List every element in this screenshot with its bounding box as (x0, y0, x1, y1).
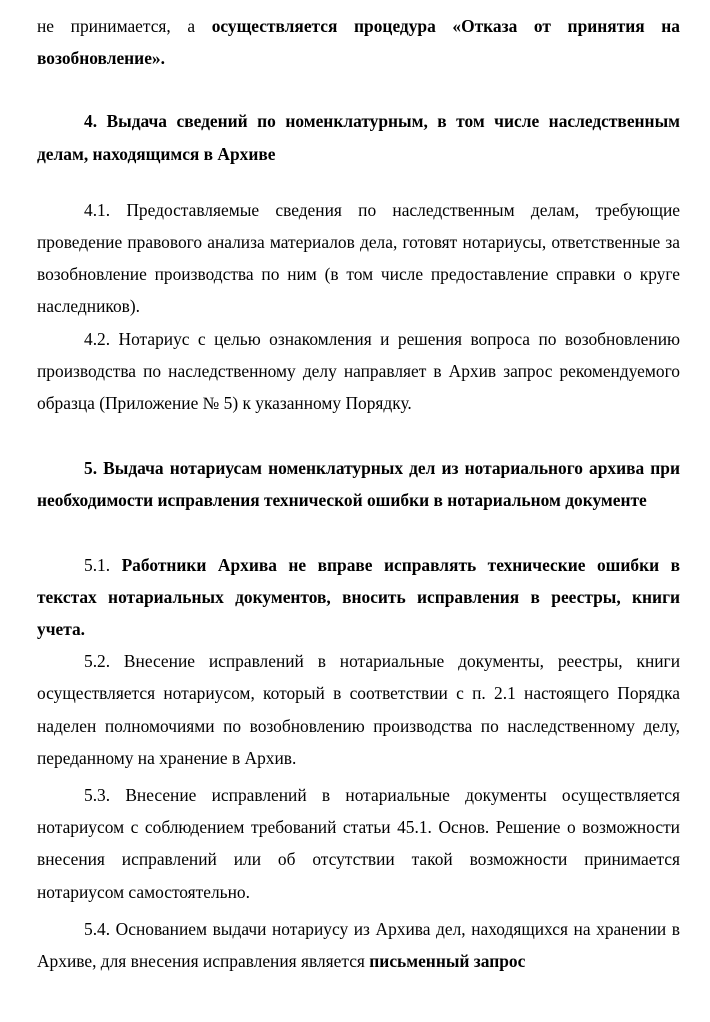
paragraph-5-4 (37, 913, 680, 977)
paragraph-4-1: 4.1. Предоставляемые сведения по наследственным делам, требующие проведение правового анализа материалов дела, готовят нотариусы, ответственные за возобновление производства по ним (в том числе предоставление справки о круге наследников). (37, 199, 680, 317)
document-page (37, 0, 680, 977)
paragraph-4-2: 4.2. Нотариус с целью ознакомления и решения вопроса по возобновлению производства по наследственному делу направляет в Архив запрос рекомендуемого образца (Приложение № 5) к указанному Порядку. (37, 328, 680, 414)
paragraph-5-4-plain: 5.4. Основанием выдачи нотариусу из Архива дел, находящихся на хранении в Архиве, для внесения исправления является (37, 918, 680, 972)
paragraph-refusal-bold: осуществляется процедура «Отказа от принятия на возобновление». (37, 16, 680, 69)
paragraph-5-3: 5.3. Внесение исправлений в нотариальные документы осуществляется нотариусом с соблюдением требований статьи 45.1. Основ. Решение о возможности внесения исправлений или об отсутствии такой возможности принимается нотариусом самостоятельно. (37, 785, 680, 902)
paragraph-refusal-plain: не принимается, а (37, 16, 212, 36)
section-4-heading: 4. Выдача сведений по номенклатурным, в том числе наследственным делам, находящимся в Архиве (37, 111, 680, 164)
paragraph-5-1-number: 5.1. (84, 554, 122, 575)
paragraph-5-4-bold: письменный запрос (369, 951, 526, 972)
paragraph-5-1-bold: Работники Архива не вправе исправлять технические ошибки в текстах нотариальных документов, вносить исправления в реестры, книги учета. (37, 554, 680, 640)
paragraph-refusal (37, 10, 680, 74)
paragraph-5-1 (37, 549, 680, 646)
section-5-heading: 5. Выдача нотариусам номенклатурных дел из нотариального архива при необходимости исправления технической ошибки в нотариальном документе (37, 458, 680, 511)
paragraph-5-2: 5.2. Внесение исправлений в нотариальные документы, реестры, книги осуществляется нотариусом, который в соответствии с п. 2.1 настоящего Порядка наделен полномочиями по возобновлению производства по наследственному делу, переданному на хранение в Архив. (37, 651, 680, 768)
